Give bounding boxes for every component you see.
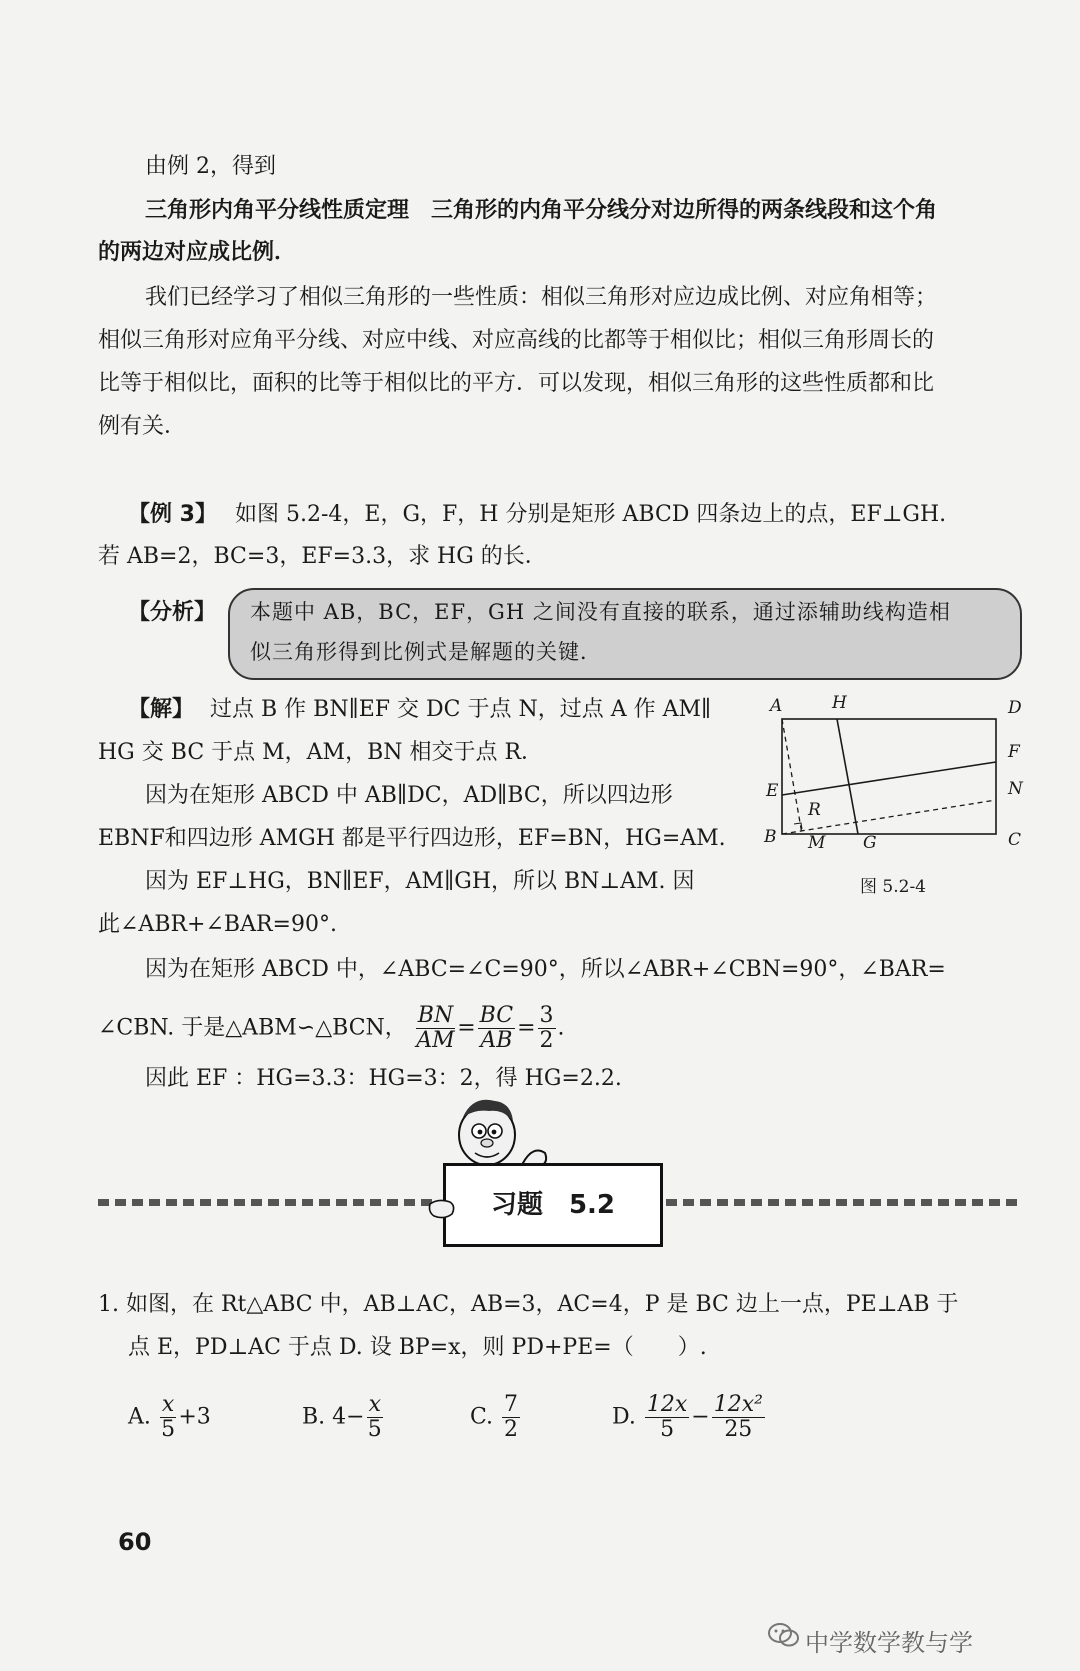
intro-line: 由例 2，得到: [145, 154, 276, 179]
option-d-fraction-2: [712, 1393, 765, 1442]
fraction-numerator: BN: [417, 1003, 454, 1028]
fraction-denominator: 5: [161, 1417, 176, 1442]
dashed-rule-right: [666, 1199, 1020, 1206]
label-H: H: [832, 693, 847, 713]
solution-line-7: 因为在矩形 ABCD 中，∠ABC=∠C=90°，所以∠ABR+∠CBN=90°，∠BAR=: [145, 957, 946, 982]
fraction-numerator: 3: [539, 1003, 554, 1028]
solution-line-6: 此∠ABR+∠BAR=90°.: [98, 912, 337, 937]
label-R: R: [808, 800, 821, 820]
option-d-label: D.: [612, 1404, 636, 1430]
pointing-hand-icon: [428, 1196, 458, 1222]
label-C: C: [1008, 830, 1022, 850]
solution-line-8: [98, 1004, 565, 1053]
period: .: [557, 1015, 565, 1041]
question-1-line-2: 点 E，PD⊥AC 于点 D. 设 BP=x，则 PD+PE=（ ）.: [128, 1335, 707, 1360]
exercise-header-box: [443, 1163, 663, 1247]
option-a-fraction: [160, 1393, 176, 1442]
option-c-fraction: [502, 1393, 520, 1442]
fraction-denominator: 2: [539, 1028, 554, 1053]
segment-am: [782, 719, 802, 834]
theorem-line-2: 的两边对应成比例．: [98, 240, 297, 265]
solution-label: 【解】: [128, 697, 195, 722]
option-d-fraction-1: [645, 1393, 689, 1442]
fraction-bn-am: [416, 1004, 455, 1053]
analysis-line-2: 似三角形得到比例式是解题的关键．: [250, 640, 602, 664]
paragraph-line-2: 相似三角形对应角平分线、对应中线、对应高线的比都等于相似比；相似三角形周长的: [98, 328, 935, 353]
example-line-2: 若 AB=2，BC=3，EF=3.3，求 HG 的长．: [98, 544, 547, 569]
analysis-label: 【分析】: [128, 600, 217, 625]
fraction-denominator: AB: [480, 1028, 513, 1053]
dashed-rule-left: [98, 1199, 434, 1206]
label-G: G: [863, 833, 877, 853]
label-B: B: [764, 827, 777, 847]
label-F: F: [1008, 742, 1020, 762]
option-b-label: B. 4−: [302, 1404, 365, 1430]
solution-line-4: EBNF和四边形 AMGH 都是平行四边形，EF=BN，HG=AM.: [98, 826, 726, 851]
label-A: A: [770, 696, 783, 716]
theorem-line-1: 三角形内角平分线性质定理 三角形的内角平分线分对边所得的两条线段和这个角: [145, 198, 938, 223]
example-line-1: 如图 5.2-4，E，G，F，H 分别是矩形 ABCD 四条边上的点，EF⊥GH.: [235, 502, 947, 527]
wechat-icon: [768, 1621, 800, 1649]
segment-ef: [782, 762, 996, 795]
cartoon-mascot-icon: [445, 1093, 555, 1173]
option-d: [612, 1393, 767, 1442]
paragraph-line-4: 例有关．: [98, 414, 187, 439]
minus-sign: −: [691, 1404, 710, 1430]
figure-caption: 图 5.2-4: [860, 877, 926, 897]
paragraph-line-1: 我们已经学习了相似三角形的一些性质：相似三角形对应边成比例、对应角相等；: [145, 285, 938, 310]
solution-line-5: 因为 EF⊥HG，BN∥EF，AM∥GH，所以 BN⊥AM. 因: [145, 869, 695, 894]
fraction-denominator: 5: [367, 1417, 382, 1442]
option-a-label: A.: [128, 1404, 151, 1430]
label-E: E: [766, 781, 779, 801]
label-N: N: [1008, 779, 1023, 799]
analysis-box: [228, 588, 1022, 680]
fraction-numerator: x: [161, 1392, 175, 1417]
watermark: 中学数学教与学: [805, 1629, 973, 1657]
fraction-bc-ab: [478, 1004, 515, 1053]
fraction-numerator: BC: [479, 1003, 514, 1028]
question-1-line-1: 1. 如图，在 Rt△ABC 中，AB⊥AC，AB=3，AC=4，P 是 BC 边上一点，PE⊥AB 于: [98, 1292, 959, 1317]
fraction-numerator: 7: [504, 1392, 519, 1417]
solution-line-2: HG 交 BC 于点 M，AM，BN 相交于点 R．: [98, 740, 544, 765]
label-M: M: [808, 833, 826, 853]
example-label: 【例 3】: [128, 502, 217, 527]
solution-line-8-text: ∠CBN. 于是△ABM∽△BCN，: [98, 1015, 407, 1041]
segment-hg: [837, 719, 858, 834]
option-c-label: C.: [470, 1404, 494, 1430]
option-a: [128, 1393, 211, 1442]
paragraph-line-3: 比等于相似比，面积的比等于相似比的平方．可以发现，相似三角形的这些性质都和比: [98, 371, 935, 396]
fraction-numerator: 12x: [646, 1392, 688, 1417]
option-b-fraction: [367, 1393, 383, 1442]
equals-sign: =: [517, 1015, 536, 1041]
page-number: 60: [118, 1528, 152, 1556]
figure-5-2-4: [764, 693, 1030, 860]
fraction-denominator: AM: [416, 1028, 455, 1053]
fraction-denominator: 5: [660, 1417, 675, 1442]
exercise-title: 习题 5.2: [490, 1190, 616, 1220]
option-c: [470, 1393, 522, 1442]
option-b: [302, 1393, 385, 1442]
solution-line-1: 过点 B 作 BN∥EF 交 DC 于点 N，过点 A 作 AM∥: [210, 697, 712, 722]
fraction-denominator: 2: [504, 1417, 519, 1442]
option-a-tail: +3: [178, 1404, 211, 1430]
fraction-numerator: 12x²: [713, 1392, 763, 1417]
equals-sign: =: [457, 1015, 476, 1041]
analysis-line-1: 本题中 AB，BC，EF，GH 之间没有直接的联系，通过添辅助线构造相: [250, 600, 951, 624]
fraction-denominator: 25: [724, 1417, 753, 1442]
fraction-numerator: x: [368, 1392, 382, 1417]
solution-line-3: 因为在矩形 ABCD 中 AB∥DC，AD∥BC，所以四边形: [145, 783, 673, 808]
label-D: D: [1008, 698, 1022, 718]
conclusion-line: 因此 EF ：HG=3.3：HG=3：2，得 HG=2.2.: [145, 1066, 622, 1091]
fraction-3-2: [538, 1004, 556, 1053]
